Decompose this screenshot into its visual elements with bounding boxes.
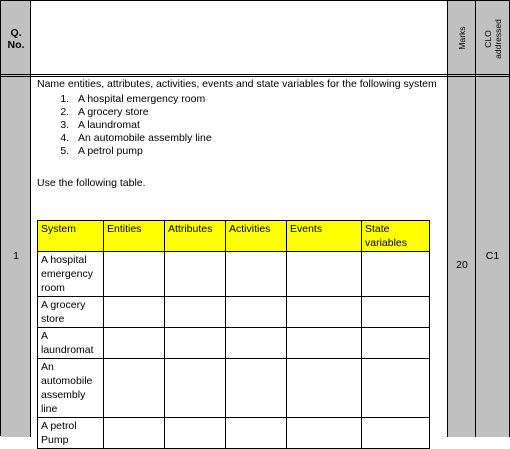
table-row	[38, 418, 430, 449]
qno-header-label: Q. No.	[7, 27, 25, 51]
question-number: 1	[13, 250, 19, 262]
answer-cell[interactable]	[287, 418, 362, 449]
clo-value: C1	[485, 250, 500, 262]
answer-cell[interactable]	[362, 328, 430, 359]
list-item: 2. A grocery store	[72, 106, 437, 119]
marks-value: 20	[456, 259, 468, 271]
answer-table	[37, 220, 430, 449]
clo-header: CLO addressed	[483, 19, 503, 59]
answer-cell[interactable]	[104, 418, 165, 449]
answer-cell[interactable]	[104, 252, 165, 297]
clo-column	[476, 1, 510, 437]
answer-cell[interactable]	[226, 297, 287, 328]
table-row	[38, 328, 430, 359]
answer-cell[interactable]	[287, 297, 362, 328]
answer-cell[interactable]	[165, 297, 226, 328]
answer-cell[interactable]	[165, 359, 226, 418]
list-item: 5. A petrol pump	[72, 145, 437, 158]
list-item: 3. A laundromat	[72, 119, 437, 132]
answer-cell[interactable]	[362, 418, 430, 449]
system-cell: A hospital emergency room	[38, 252, 104, 297]
answer-cell[interactable]	[165, 418, 226, 449]
list-item: 1. A hospital emergency room	[72, 93, 437, 106]
answer-cell[interactable]	[287, 359, 362, 418]
answer-cell[interactable]	[287, 328, 362, 359]
answer-cell[interactable]	[226, 252, 287, 297]
system-cell: A grocery store	[38, 297, 104, 328]
question-intro: Name entities, attributes, activities, events and state variables for the following system	[37, 78, 437, 90]
header-entities: Entities	[104, 221, 165, 252]
question-text	[37, 78, 437, 190]
answer-cell[interactable]	[287, 252, 362, 297]
question-instruction: Use the following table.	[37, 177, 146, 189]
system-list	[37, 93, 437, 158]
system-cell: An automobile assembly line	[38, 359, 104, 418]
answer-cell[interactable]	[226, 359, 287, 418]
answer-cell[interactable]	[226, 328, 287, 359]
answer-cell[interactable]	[362, 252, 430, 297]
header-system: System	[38, 221, 104, 252]
table-row	[38, 252, 430, 297]
answer-cell[interactable]	[362, 359, 430, 418]
answer-cell[interactable]	[104, 297, 165, 328]
marks-header: Marks	[457, 26, 467, 50]
table-header-row	[38, 221, 430, 252]
qno-column	[1, 1, 31, 437]
answer-cell[interactable]	[104, 359, 165, 418]
header-events: Events	[287, 221, 362, 252]
answer-cell[interactable]	[165, 328, 226, 359]
table-row	[38, 359, 430, 418]
header-state-variables: State variables	[362, 221, 430, 252]
answer-cell[interactable]	[362, 297, 430, 328]
answer-cell[interactable]	[104, 328, 165, 359]
header-attributes: Attributes	[165, 221, 226, 252]
answer-cell[interactable]	[226, 418, 287, 449]
list-item: 4. An automobile assembly line	[72, 132, 437, 145]
system-cell: A laundromat	[38, 328, 104, 359]
header-activities: Activities	[226, 221, 287, 252]
answer-cell[interactable]	[165, 252, 226, 297]
qno-header	[1, 27, 31, 51]
system-cell: A petrol Pump	[38, 418, 104, 449]
table-row	[38, 297, 430, 328]
